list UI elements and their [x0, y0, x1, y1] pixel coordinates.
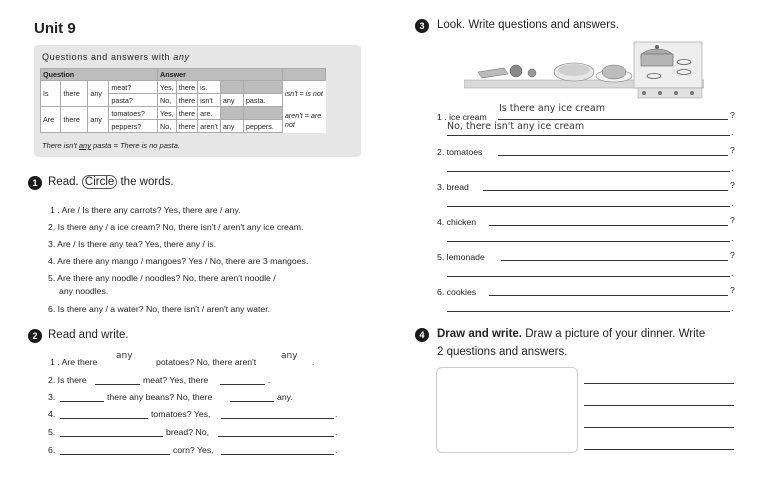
table-cell: there [176, 81, 197, 94]
section1-item: 5. Are there any noodle / noodles? No, there aren't noodle / [48, 273, 276, 283]
answer-line[interactable] [60, 401, 104, 402]
answer-line[interactable] [584, 405, 734, 406]
table-cell: Yes, [158, 81, 177, 94]
table-cell: Are [41, 107, 61, 133]
section1-item: 1 . Are / Is there any carrots? Yes, there are / any. [50, 205, 241, 215]
answer-line[interactable] [489, 295, 728, 296]
s2-q5-text: bread? No, [166, 427, 209, 437]
s2-q1-handwritten: any [281, 351, 298, 361]
table-cell: tomatoes? [109, 107, 158, 120]
table-cell: pasta? [109, 94, 158, 107]
s2-q1-text: potatoes? No, there aren't [156, 357, 257, 367]
answer-line[interactable] [447, 171, 730, 172]
answer-line[interactable] [218, 436, 334, 437]
table-cell: Yes, [158, 107, 177, 120]
section1-item: 2. Is there any / a ice cream? No, there isn't / aren't any ice cream. [48, 222, 304, 232]
s2-q5-end: . [335, 427, 338, 437]
table-cell: Is [41, 81, 61, 107]
note-arent: aren't = are not [282, 107, 325, 133]
section1-number-badge: 1 [28, 176, 42, 190]
period: . [731, 233, 734, 243]
section1-item: 6. Is there any / a water? No, there isn't / aren't any water. [48, 304, 271, 314]
question-mark: ? [730, 145, 735, 155]
s2-q4-end: . [335, 409, 338, 419]
note-isnt: isn't = is not [282, 81, 325, 107]
s2-q1-end: . [312, 357, 315, 367]
table-cell: isn't [198, 94, 221, 107]
question-mark: ? [730, 180, 735, 190]
table-cell: No, [158, 120, 177, 133]
drawing-area[interactable] [436, 367, 578, 453]
s3-item-label: 1 . ice cream [437, 112, 487, 122]
table-cell: any [88, 81, 109, 107]
s2-q6-text: 6. [48, 445, 56, 455]
answer-line[interactable] [60, 436, 163, 437]
section4-number-badge: 4 [415, 328, 429, 342]
question-mark: ? [730, 250, 735, 260]
s3-handwritten-answer: No, there isn't any ice cream [447, 121, 585, 132]
answer-line[interactable] [447, 276, 730, 277]
grammar-box [34, 45, 361, 157]
answer-line[interactable] [489, 225, 728, 226]
table-cell: aren't [198, 120, 221, 133]
answer-line[interactable] [447, 311, 730, 312]
s2-q6-end: . [335, 445, 338, 455]
table-header-answer: Answer [158, 69, 283, 81]
answer-line[interactable] [483, 190, 728, 191]
section3-number-badge: 3 [415, 19, 429, 33]
s2-q3-text: 3. [48, 392, 56, 402]
section1-item: 4. Are there any mango / mangoes? Yes / No, there are 3 mangoes. [48, 256, 309, 266]
answer-line[interactable] [447, 206, 730, 207]
s3-item-label: 5. lemonade [437, 252, 485, 262]
s2-q4-text: 4. [48, 409, 56, 419]
section1-title: Read. Circle the words. [48, 176, 174, 188]
s2-q3-text: there any beans? No, there [107, 392, 213, 402]
s2-q2-end: . [268, 375, 271, 385]
answer-line[interactable] [498, 155, 728, 156]
answer-line[interactable] [584, 427, 734, 428]
grammar-footer-note: There isn't any pasta = There is no pasta. [42, 141, 180, 150]
answer-line[interactable] [584, 449, 734, 450]
answer-line[interactable] [501, 260, 728, 261]
s2-q4-text: tomatoes? Yes, [151, 409, 211, 419]
answer-line[interactable] [447, 135, 730, 136]
table-cell: any [88, 107, 109, 133]
s2-q5-text: 5. [48, 427, 56, 437]
table-cell: there [176, 120, 197, 133]
table-cell: any [220, 120, 243, 133]
period: . [731, 163, 734, 173]
section1-item: 3. Are / Is there any tea? Yes, there any / is. [48, 239, 217, 249]
period: . [731, 303, 734, 313]
table-cell: there [61, 81, 88, 107]
s2-q2-text: meat? Yes, there [143, 375, 209, 385]
answer-line[interactable] [220, 384, 265, 385]
s3-item-label: 2. tomatoes [437, 147, 483, 157]
table-header-question: Question [41, 69, 158, 81]
period: . [731, 127, 734, 137]
period: . [731, 268, 734, 278]
table-cell: there [176, 107, 197, 120]
answer-line[interactable] [230, 401, 274, 402]
table-cell: any [220, 94, 243, 107]
answer-line[interactable] [60, 454, 170, 455]
table-cell: are. [198, 107, 221, 120]
table-cell: No, [158, 94, 177, 107]
table-cell: pasta. [243, 94, 282, 107]
section2-number-badge: 2 [28, 329, 42, 343]
section4-title: Draw and write. Draw a picture of your dinner. Write [437, 328, 706, 340]
answer-line[interactable] [447, 241, 730, 242]
s2-q2-text: 2. Is there [48, 375, 87, 385]
answer-line[interactable] [221, 418, 334, 419]
s2-q1-text: 1 . Are there [50, 357, 98, 367]
section1-item: any noodles. [59, 286, 109, 296]
grammar-table [40, 68, 326, 133]
s3-item-label: 3. bread [437, 182, 469, 192]
table-cell: is. [198, 81, 221, 94]
s3-item-label: 6. cookies [437, 287, 477, 297]
period: . [731, 198, 734, 208]
question-mark: ? [730, 110, 735, 120]
table-cell: there [61, 107, 88, 133]
section4-title-line2: 2 questions and answers. [437, 346, 568, 358]
table-cell: meat? [109, 81, 158, 94]
answer-line[interactable] [584, 383, 734, 384]
answer-line[interactable] [498, 119, 728, 120]
section3-title: Look. Write questions and answers. [437, 19, 619, 31]
answer-line[interactable] [95, 384, 140, 385]
s3-handwritten-question: Is there any ice cream [499, 103, 605, 114]
table-cell: peppers. [243, 120, 282, 133]
unit-title: Unit 9 [34, 20, 76, 37]
answer-line[interactable] [221, 454, 334, 455]
table-cell: there [176, 94, 197, 107]
grammar-title: Questions and answers with any [42, 52, 190, 62]
table-cell: peppers? [109, 120, 158, 133]
question-mark: ? [730, 285, 735, 295]
question-mark: ? [730, 215, 735, 225]
answer-line[interactable] [60, 418, 148, 419]
s2-q3-text: any. [277, 392, 293, 402]
section2-title: Read and write. [48, 329, 129, 341]
s2-q1-handwritten: any [116, 351, 133, 361]
s2-q6-text: corn? Yes, [173, 445, 214, 455]
s3-item-label: 4. chicken [437, 217, 477, 227]
kitchen-counter-illustration [464, 40, 704, 100]
